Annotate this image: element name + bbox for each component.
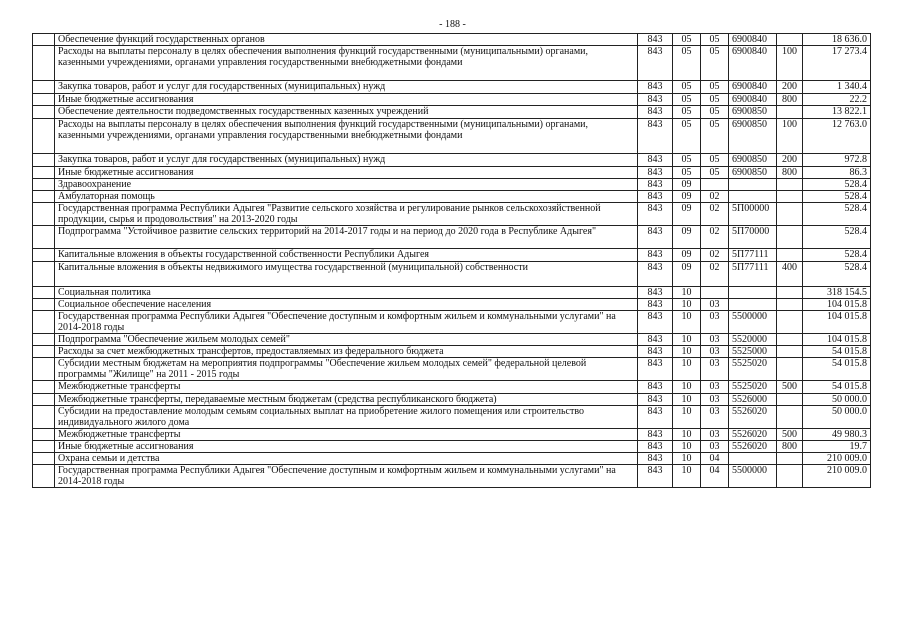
expense-type-cell xyxy=(777,465,803,488)
expense-type-cell xyxy=(777,191,803,203)
item-name-cell: Иные бюджетные ассигнования xyxy=(55,441,638,453)
razdel-code-cell: 10 xyxy=(673,311,701,334)
item-name-cell: Обеспечение функций государственных органов xyxy=(55,34,638,46)
razdel-code-cell: 10 xyxy=(673,429,701,441)
expense-type-cell xyxy=(777,106,803,119)
vedomstvo-code-cell: 843 xyxy=(638,191,673,203)
expense-type-cell xyxy=(777,334,803,346)
table-row xyxy=(33,358,871,381)
vedomstvo-code-cell: 843 xyxy=(638,394,673,406)
expense-type-cell xyxy=(777,249,803,262)
amount-cell: 50 000.0 xyxy=(803,406,871,429)
podrazdel-code-cell: 03 xyxy=(701,429,729,441)
amount-cell: 104 015.8 xyxy=(803,299,871,311)
budget-table-body xyxy=(33,34,871,488)
page-number: - 188 - xyxy=(439,19,466,30)
expense-type-cell: 800 xyxy=(777,167,803,179)
item-name-cell: Межбюджетные трансферты xyxy=(55,429,638,441)
podrazdel-code-cell: 03 xyxy=(701,334,729,346)
amount-cell: 210 009.0 xyxy=(803,465,871,488)
vedomstvo-code-cell: 843 xyxy=(638,429,673,441)
target-article-cell xyxy=(729,287,777,299)
item-name-cell: Подпрограмма "Обеспечение жильем молодых семей" xyxy=(55,334,638,346)
table-row xyxy=(33,94,871,106)
table-row xyxy=(33,81,871,94)
podrazdel-code-cell: 05 xyxy=(701,94,729,106)
blank-cell xyxy=(33,441,55,453)
table-row xyxy=(33,46,871,81)
amount-cell: 528.4 xyxy=(803,249,871,262)
amount-cell: 104 015.8 xyxy=(803,334,871,346)
amount-cell: 528.4 xyxy=(803,262,871,287)
podrazdel-code-cell: 05 xyxy=(701,46,729,81)
target-article-cell: 5526020 xyxy=(729,441,777,453)
blank-cell xyxy=(33,287,55,299)
vedomstvo-code-cell: 843 xyxy=(638,262,673,287)
table-row xyxy=(33,262,871,287)
vedomstvo-code-cell: 843 xyxy=(638,406,673,429)
expense-type-cell: 500 xyxy=(777,381,803,394)
target-article-cell: 6900850 xyxy=(729,106,777,119)
expense-type-cell xyxy=(777,453,803,465)
item-name-cell: Государственная программа Республики Адыгея "Развитие сельского хозяйства и регулирование рынков сельскохозяйственной продукции, сырья и продовольствия" на 2013-2020 годы xyxy=(55,203,638,226)
amount-cell: 1 340.4 xyxy=(803,81,871,94)
amount-cell: 972.8 xyxy=(803,154,871,167)
podrazdel-code-cell: 03 xyxy=(701,381,729,394)
podrazdel-code-cell: 03 xyxy=(701,441,729,453)
item-name-cell: Обеспечение деятельности подведомственных государственных казенных учреждений xyxy=(55,106,638,119)
blank-cell xyxy=(33,81,55,94)
vedomstvo-code-cell: 843 xyxy=(638,154,673,167)
target-article-cell: 6900840 xyxy=(729,81,777,94)
razdel-code-cell: 05 xyxy=(673,106,701,119)
table-row xyxy=(33,287,871,299)
vedomstvo-code-cell: 843 xyxy=(638,287,673,299)
podrazdel-code-cell xyxy=(701,179,729,191)
target-article-cell: 6900840 xyxy=(729,34,777,46)
podrazdel-code-cell: 05 xyxy=(701,154,729,167)
target-article-cell: 5500000 xyxy=(729,311,777,334)
blank-cell xyxy=(33,94,55,106)
amount-cell: 22.2 xyxy=(803,94,871,106)
blank-cell xyxy=(33,167,55,179)
table-row xyxy=(33,429,871,441)
razdel-code-cell: 10 xyxy=(673,334,701,346)
target-article-cell: 5П70000 xyxy=(729,226,777,249)
blank-cell xyxy=(33,311,55,334)
item-name-cell: Социальное обеспечение населения xyxy=(55,299,638,311)
blank-cell xyxy=(33,465,55,488)
target-article-cell: 6900850 xyxy=(729,119,777,154)
expense-type-cell xyxy=(777,346,803,358)
target-article-cell: 6900840 xyxy=(729,46,777,81)
vedomstvo-code-cell: 843 xyxy=(638,94,673,106)
podrazdel-code-cell xyxy=(701,287,729,299)
amount-cell: 12 763.0 xyxy=(803,119,871,154)
table-row xyxy=(33,311,871,334)
table-row xyxy=(33,34,871,46)
table-row xyxy=(33,453,871,465)
item-name-cell: Субсидии на предоставление молодым семьям социальных выплат на приобретение жилого помещения или строительство индивидуального жилого дома xyxy=(55,406,638,429)
blank-cell xyxy=(33,406,55,429)
amount-cell: 13 822.1 xyxy=(803,106,871,119)
table-row xyxy=(33,465,871,488)
target-article-cell: 5500000 xyxy=(729,465,777,488)
expense-type-cell xyxy=(777,287,803,299)
expense-type-cell xyxy=(777,358,803,381)
blank-cell xyxy=(33,191,55,203)
razdel-code-cell: 10 xyxy=(673,381,701,394)
vedomstvo-code-cell: 843 xyxy=(638,381,673,394)
vedomstvo-code-cell: 843 xyxy=(638,167,673,179)
razdel-code-cell: 05 xyxy=(673,154,701,167)
amount-cell: 54 015.8 xyxy=(803,381,871,394)
item-name-cell: Субсидии местным бюджетам на мероприятия подпрограммы "Обеспечение жильем молодых семей" федеральной целевой программы "Жилище" на 2011 - 2015 годы xyxy=(55,358,638,381)
target-article-cell: 5526000 xyxy=(729,394,777,406)
blank-cell xyxy=(33,358,55,381)
razdel-code-cell: 10 xyxy=(673,465,701,488)
amount-cell: 54 015.8 xyxy=(803,358,871,381)
table-row xyxy=(33,441,871,453)
amount-cell: 86.3 xyxy=(803,167,871,179)
item-name-cell: Подпрограмма "Устойчивое развитие сельских территорий на 2014-2017 годы и на период до 2020 года в Республике Адыгея" xyxy=(55,226,638,249)
vedomstvo-code-cell: 843 xyxy=(638,334,673,346)
target-article-cell xyxy=(729,179,777,191)
expense-type-cell xyxy=(777,406,803,429)
amount-cell: 210 009.0 xyxy=(803,453,871,465)
blank-cell xyxy=(33,106,55,119)
podrazdel-code-cell: 03 xyxy=(701,346,729,358)
blank-cell xyxy=(33,119,55,154)
blank-cell xyxy=(33,46,55,81)
podrazdel-code-cell: 05 xyxy=(701,81,729,94)
amount-cell: 528.4 xyxy=(803,226,871,249)
razdel-code-cell: 05 xyxy=(673,46,701,81)
vedomstvo-code-cell: 843 xyxy=(638,119,673,154)
razdel-code-cell: 10 xyxy=(673,346,701,358)
razdel-code-cell: 10 xyxy=(673,299,701,311)
razdel-code-cell: 10 xyxy=(673,406,701,429)
razdel-code-cell: 05 xyxy=(673,34,701,46)
razdel-code-cell: 09 xyxy=(673,203,701,226)
blank-cell xyxy=(33,299,55,311)
blank-cell xyxy=(33,249,55,262)
razdel-code-cell: 09 xyxy=(673,191,701,203)
table-row xyxy=(33,119,871,154)
target-article-cell: 5П77111 xyxy=(729,249,777,262)
podrazdel-code-cell: 02 xyxy=(701,203,729,226)
table-row xyxy=(33,381,871,394)
vedomstvo-code-cell: 843 xyxy=(638,453,673,465)
podrazdel-code-cell: 04 xyxy=(701,453,729,465)
item-name-cell: Амбулаторная помощь xyxy=(55,191,638,203)
amount-cell: 17 273.4 xyxy=(803,46,871,81)
target-article-cell: 5520000 xyxy=(729,334,777,346)
item-name-cell: Закупка товаров, работ и услуг для государственных (муниципальных) нужд xyxy=(55,154,638,167)
vedomstvo-code-cell: 843 xyxy=(638,203,673,226)
vedomstvo-code-cell: 843 xyxy=(638,34,673,46)
item-name-cell: Охрана семьи и детства xyxy=(55,453,638,465)
expense-type-cell xyxy=(777,311,803,334)
vedomstvo-code-cell: 843 xyxy=(638,46,673,81)
target-article-cell xyxy=(729,299,777,311)
table-row xyxy=(33,249,871,262)
table-row xyxy=(33,106,871,119)
item-name-cell: Расходы на выплаты персоналу в целях обеспечения выполнения функций государственными (муниципальными) органами, казенными учреждениями, органами управления государственными внебюджетными фондами xyxy=(55,119,638,154)
vedomstvo-code-cell: 843 xyxy=(638,249,673,262)
podrazdel-code-cell: 02 xyxy=(701,191,729,203)
target-article-cell xyxy=(729,191,777,203)
expense-type-cell xyxy=(777,34,803,46)
expense-type-cell: 100 xyxy=(777,119,803,154)
vedomstvo-code-cell: 843 xyxy=(638,81,673,94)
expense-type-cell xyxy=(777,394,803,406)
razdel-code-cell: 05 xyxy=(673,94,701,106)
item-name-cell: Государственная программа Республики Адыгея "Обеспечение доступным и комфортным жильем и коммунальными услугами" на 2014-2018 годы xyxy=(55,311,638,334)
item-name-cell: Капитальные вложения в объекты государственной собственности Республики Адыгея xyxy=(55,249,638,262)
razdel-code-cell: 10 xyxy=(673,441,701,453)
podrazdel-code-cell: 05 xyxy=(701,106,729,119)
vedomstvo-code-cell: 843 xyxy=(638,358,673,381)
table-row xyxy=(33,394,871,406)
podrazdel-code-cell: 03 xyxy=(701,358,729,381)
target-article-cell: 5П77111 xyxy=(729,262,777,287)
vedomstvo-code-cell: 843 xyxy=(638,311,673,334)
expense-type-cell: 200 xyxy=(777,81,803,94)
table-row xyxy=(33,299,871,311)
table-row xyxy=(33,406,871,429)
expense-type-cell xyxy=(777,299,803,311)
blank-cell xyxy=(33,381,55,394)
amount-cell: 49 980.3 xyxy=(803,429,871,441)
podrazdel-code-cell: 03 xyxy=(701,311,729,334)
item-name-cell: Социальная политика xyxy=(55,287,638,299)
amount-cell: 318 154.5 xyxy=(803,287,871,299)
blank-cell xyxy=(33,154,55,167)
target-article-cell: 5526020 xyxy=(729,406,777,429)
blank-cell xyxy=(33,262,55,287)
vedomstvo-code-cell: 843 xyxy=(638,179,673,191)
vedomstvo-code-cell: 843 xyxy=(638,226,673,249)
table-row xyxy=(33,191,871,203)
target-article-cell: 6900850 xyxy=(729,154,777,167)
item-name-cell: Иные бюджетные ассигнования xyxy=(55,94,638,106)
amount-cell: 50 000.0 xyxy=(803,394,871,406)
podrazdel-code-cell: 05 xyxy=(701,119,729,154)
amount-cell: 54 015.8 xyxy=(803,346,871,358)
table-row xyxy=(33,179,871,191)
razdel-code-cell: 05 xyxy=(673,119,701,154)
blank-cell xyxy=(33,179,55,191)
expense-type-cell: 200 xyxy=(777,154,803,167)
amount-cell: 528.4 xyxy=(803,191,871,203)
vedomstvo-code-cell: 843 xyxy=(638,106,673,119)
table-row xyxy=(33,167,871,179)
podrazdel-code-cell: 02 xyxy=(701,262,729,287)
razdel-code-cell: 10 xyxy=(673,394,701,406)
razdel-code-cell: 10 xyxy=(673,453,701,465)
amount-cell: 18 636.0 xyxy=(803,34,871,46)
item-name-cell: Закупка товаров, работ и услуг для государственных (муниципальных) нужд xyxy=(55,81,638,94)
blank-cell xyxy=(33,334,55,346)
item-name-cell: Государственная программа Республики Адыгея "Обеспечение доступным и комфортным жильем и коммунальными услугами" на 2014-2018 годы xyxy=(55,465,638,488)
podrazdel-code-cell: 05 xyxy=(701,34,729,46)
item-name-cell: Расходы за счет межбюджетных трансфертов, предоставляемых из федерального бюджета xyxy=(55,346,638,358)
podrazdel-code-cell: 03 xyxy=(701,394,729,406)
item-name-cell: Здравоохранение xyxy=(55,179,638,191)
target-article-cell: 5525020 xyxy=(729,358,777,381)
razdel-code-cell: 09 xyxy=(673,262,701,287)
podrazdel-code-cell: 05 xyxy=(701,167,729,179)
item-name-cell: Межбюджетные трансферты xyxy=(55,381,638,394)
razdel-code-cell: 05 xyxy=(673,167,701,179)
amount-cell: 19.7 xyxy=(803,441,871,453)
razdel-code-cell: 05 xyxy=(673,81,701,94)
podrazdel-code-cell: 03 xyxy=(701,406,729,429)
razdel-code-cell: 10 xyxy=(673,358,701,381)
vedomstvo-code-cell: 843 xyxy=(638,465,673,488)
vedomstvo-code-cell: 843 xyxy=(638,299,673,311)
amount-cell: 528.4 xyxy=(803,203,871,226)
expense-type-cell xyxy=(777,203,803,226)
blank-cell xyxy=(33,453,55,465)
item-name-cell: Межбюджетные трансферты, передаваемые местным бюджетам (средства республиканского бюджета) xyxy=(55,394,638,406)
expense-type-cell: 800 xyxy=(777,94,803,106)
razdel-code-cell: 10 xyxy=(673,287,701,299)
expense-type-cell: 800 xyxy=(777,441,803,453)
podrazdel-code-cell: 04 xyxy=(701,465,729,488)
blank-cell xyxy=(33,346,55,358)
item-name-cell: Капитальные вложения в объекты недвижимого имущества государственной (муниципальной) собственности xyxy=(55,262,638,287)
amount-cell: 104 015.8 xyxy=(803,311,871,334)
table-row xyxy=(33,226,871,249)
razdel-code-cell: 09 xyxy=(673,179,701,191)
vedomstvo-code-cell: 843 xyxy=(638,441,673,453)
expense-type-cell: 100 xyxy=(777,46,803,81)
table-row xyxy=(33,346,871,358)
expense-type-cell: 500 xyxy=(777,429,803,441)
vedomstvo-code-cell: 843 xyxy=(638,346,673,358)
target-article-cell: 5525020 xyxy=(729,381,777,394)
blank-cell xyxy=(33,226,55,249)
expense-type-cell xyxy=(777,179,803,191)
blank-cell xyxy=(33,34,55,46)
razdel-code-cell: 09 xyxy=(673,249,701,262)
podrazdel-code-cell: 02 xyxy=(701,249,729,262)
blank-cell xyxy=(33,429,55,441)
item-name-cell: Иные бюджетные ассигнования xyxy=(55,167,638,179)
table-row xyxy=(33,154,871,167)
expense-type-cell xyxy=(777,226,803,249)
target-article-cell: 6900850 xyxy=(729,167,777,179)
amount-cell: 528.4 xyxy=(803,179,871,191)
budget-table xyxy=(32,33,871,488)
expense-type-cell: 400 xyxy=(777,262,803,287)
target-article-cell: 5525000 xyxy=(729,346,777,358)
table-row xyxy=(33,203,871,226)
target-article-cell: 5526020 xyxy=(729,429,777,441)
target-article-cell xyxy=(729,453,777,465)
table-row xyxy=(33,334,871,346)
podrazdel-code-cell: 02 xyxy=(701,226,729,249)
blank-cell xyxy=(33,394,55,406)
target-article-cell: 5П00000 xyxy=(729,203,777,226)
blank-cell xyxy=(33,203,55,226)
target-article-cell: 6900840 xyxy=(729,94,777,106)
item-name-cell: Расходы на выплаты персоналу в целях обеспечения выполнения функций государственными (муниципальными) органами, казенными учреждениями, органами управления государственными внебюджетными фондами xyxy=(55,46,638,81)
podrazdel-code-cell: 03 xyxy=(701,299,729,311)
razdel-code-cell: 09 xyxy=(673,226,701,249)
